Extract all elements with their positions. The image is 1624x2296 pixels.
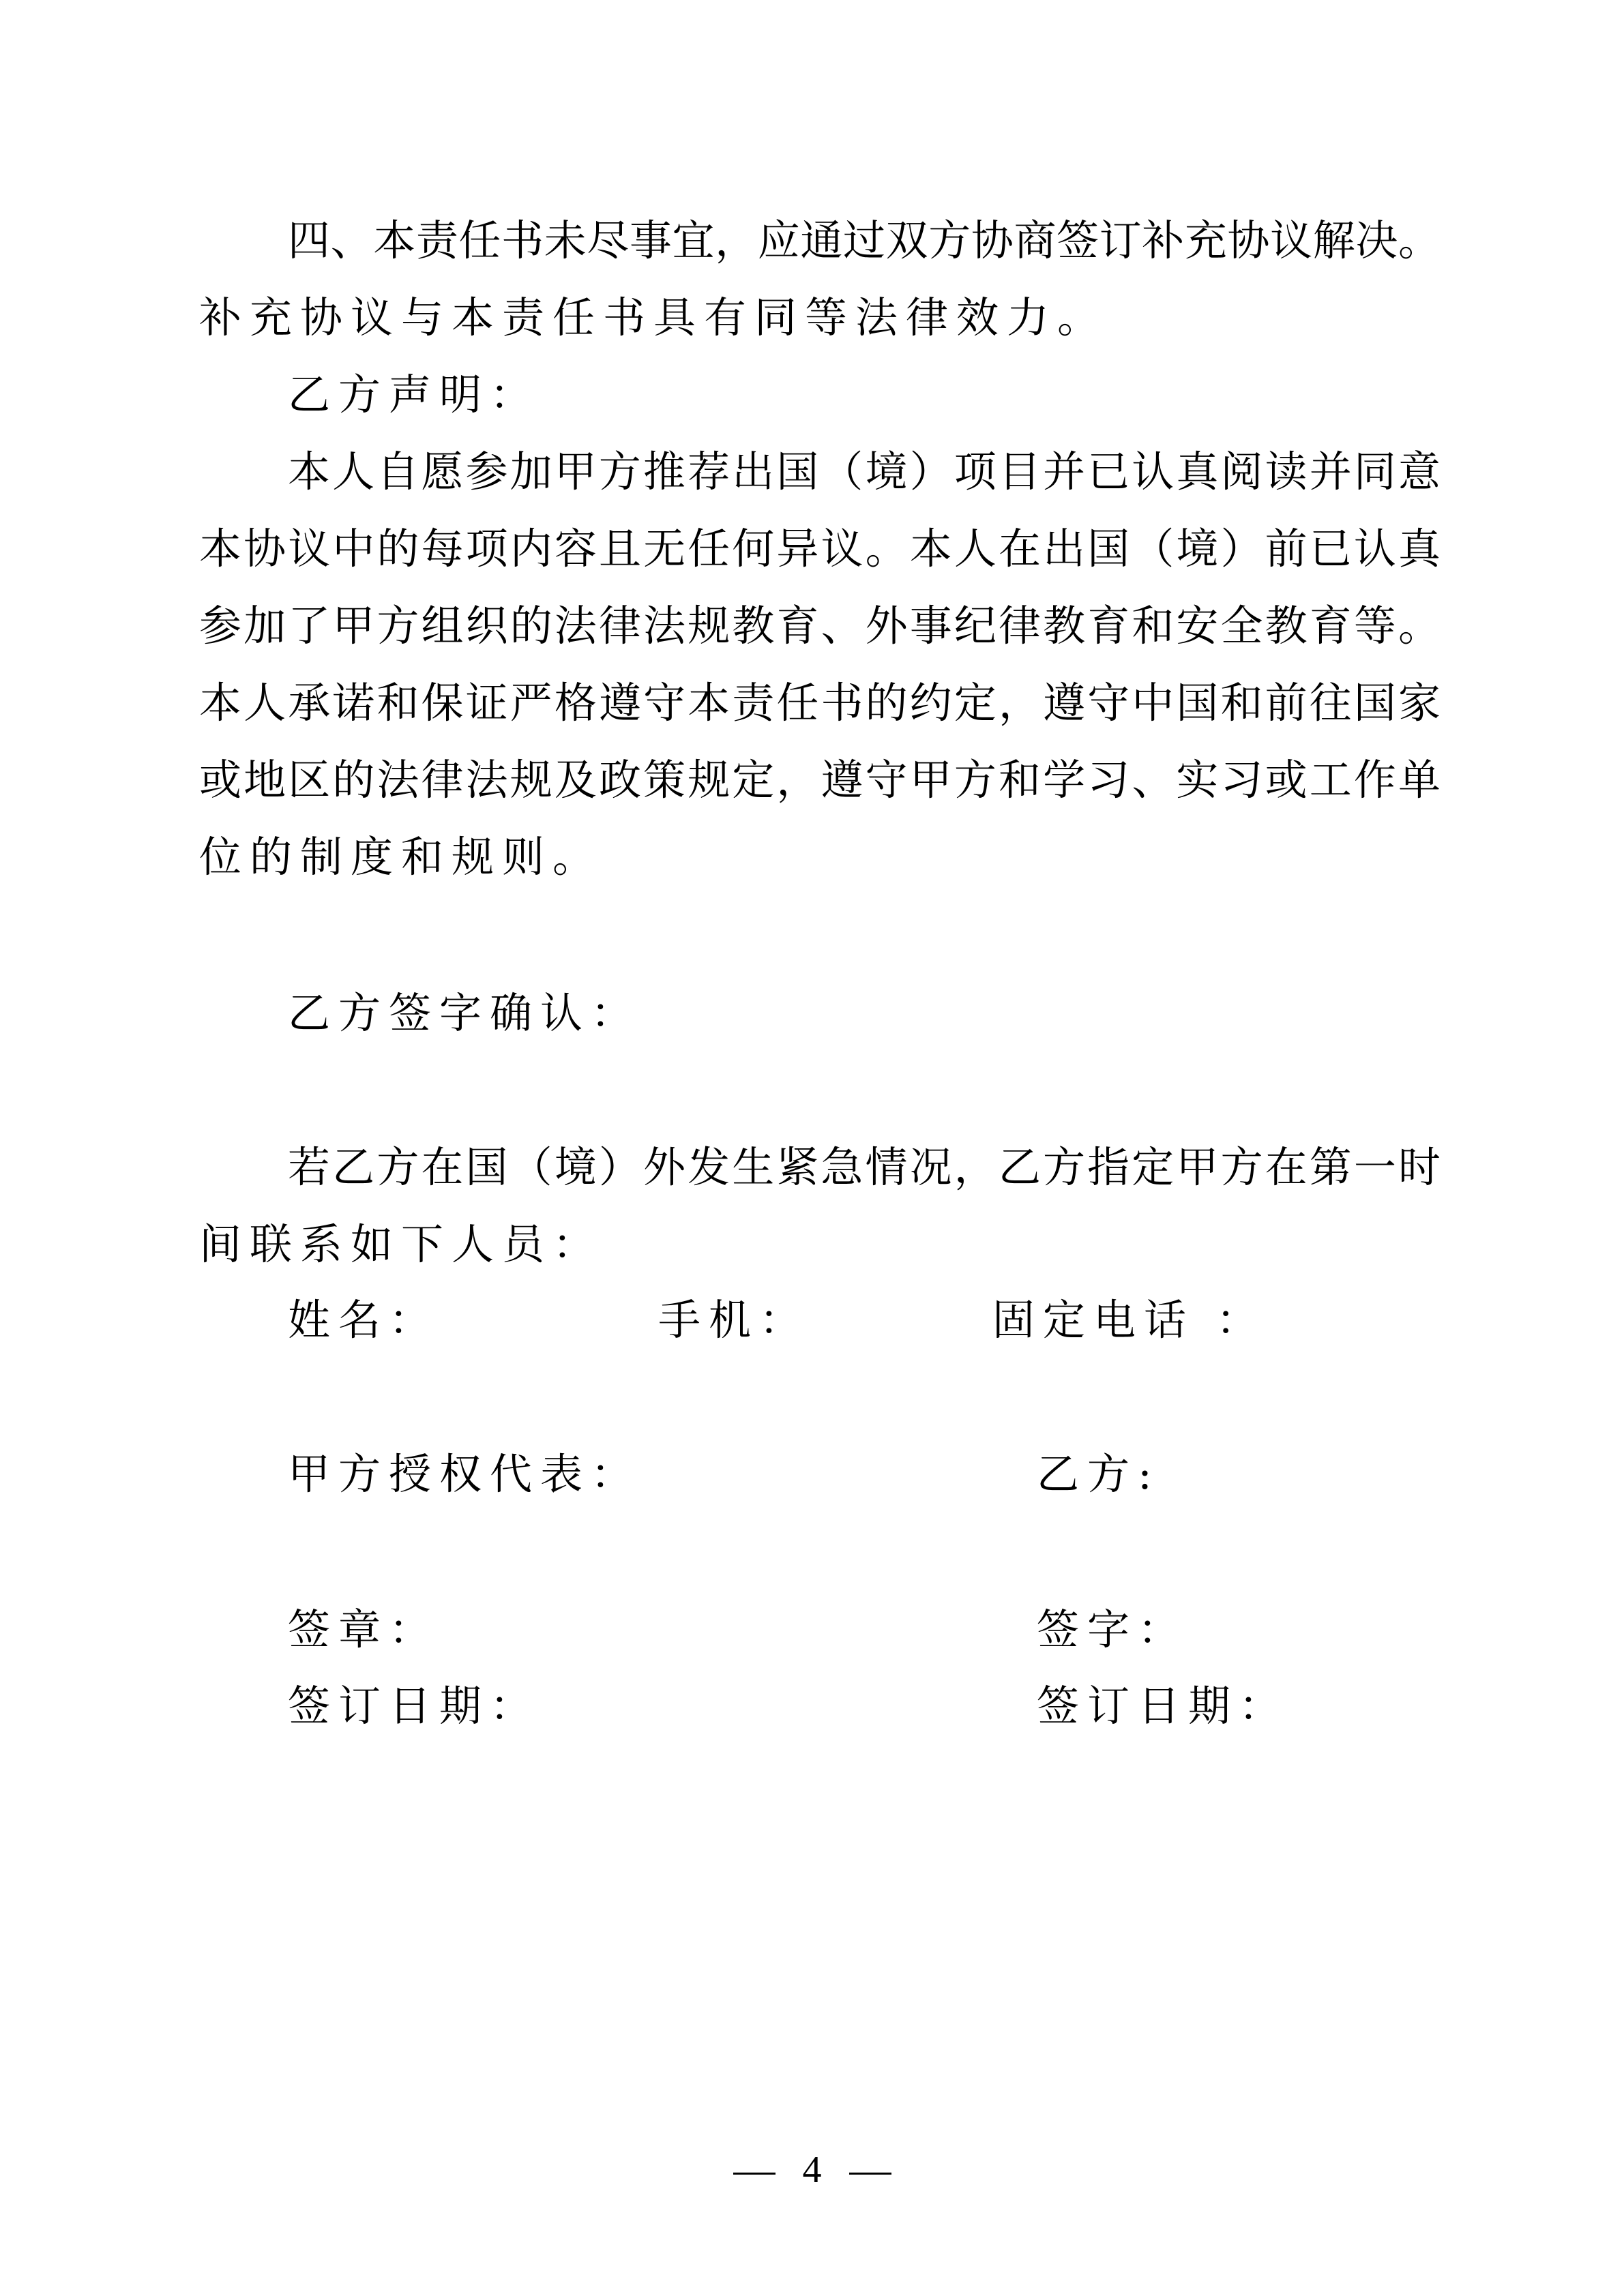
declaration-text-4: 本人承诺和保证严格遵守本责任书的约定，遵守中国和前往国家 [199, 678, 1441, 728]
party-b-label: 乙方: [1037, 1449, 1160, 1499]
clause-4-text-1: 四、本责任书未尽事宜，应通过双方协商签订补充协议解决。 [288, 215, 1441, 265]
contact-mobile-label: 手机： [658, 1295, 810, 1345]
party-a-representative-label: 甲方授权代表： [288, 1449, 642, 1499]
contact-landline-label: 固定电话 ： [992, 1295, 1267, 1345]
declaration-text-2: 本协议中的每项内容且无任何异议。本人在出国（境）前已认真 [199, 524, 1441, 573]
emergency-line-1 [288, 1140, 1441, 1195]
page-number: 4 [802, 2149, 822, 2191]
page-number-footer [0, 2148, 1624, 2192]
clause-4-line-2: 补充协议与本责任书具有同等法律效力。 [199, 293, 1108, 342]
signature-label: 签字： [1037, 1605, 1189, 1654]
declaration-line-3 [199, 599, 1441, 653]
party-a-sign-date-label: 签订日期： [288, 1681, 541, 1731]
contact-name-label: 姓名： [288, 1295, 440, 1345]
party-b-signature-confirm: 乙方签字确认： [288, 988, 642, 1038]
declaration-text-5: 或地区的法律法规及政策规定，遵守甲方和学习、实习或工作单 [199, 755, 1441, 805]
right-dash [849, 2173, 891, 2175]
clause-4-line-1 [288, 213, 1441, 268]
party-b-sign-date-label: 签订日期： [1037, 1681, 1290, 1731]
emergency-text-1: 若乙方在国（境）外发生紧急情况，乙方指定甲方在第一时 [288, 1142, 1441, 1192]
seal-label: 签章： [288, 1605, 440, 1654]
declaration-heading: 乙方声明： [288, 370, 541, 419]
emergency-line-2: 间联系如下人员： [199, 1219, 604, 1269]
declaration-line-2 [199, 522, 1441, 576]
declaration-line-1 [288, 445, 1441, 499]
declaration-text-3: 参加了甲方组织的法律法规教育、外事纪律教育和安全教育等。 [199, 601, 1441, 651]
declaration-line-4 [199, 676, 1441, 730]
declaration-line-5 [199, 753, 1441, 807]
left-dash [733, 2173, 776, 2175]
declaration-line-6: 位的制度和规则。 [199, 832, 604, 882]
declaration-text-1: 本人自愿参加甲方推荐出国（境）项目并已认真阅读并同意 [288, 447, 1441, 496]
